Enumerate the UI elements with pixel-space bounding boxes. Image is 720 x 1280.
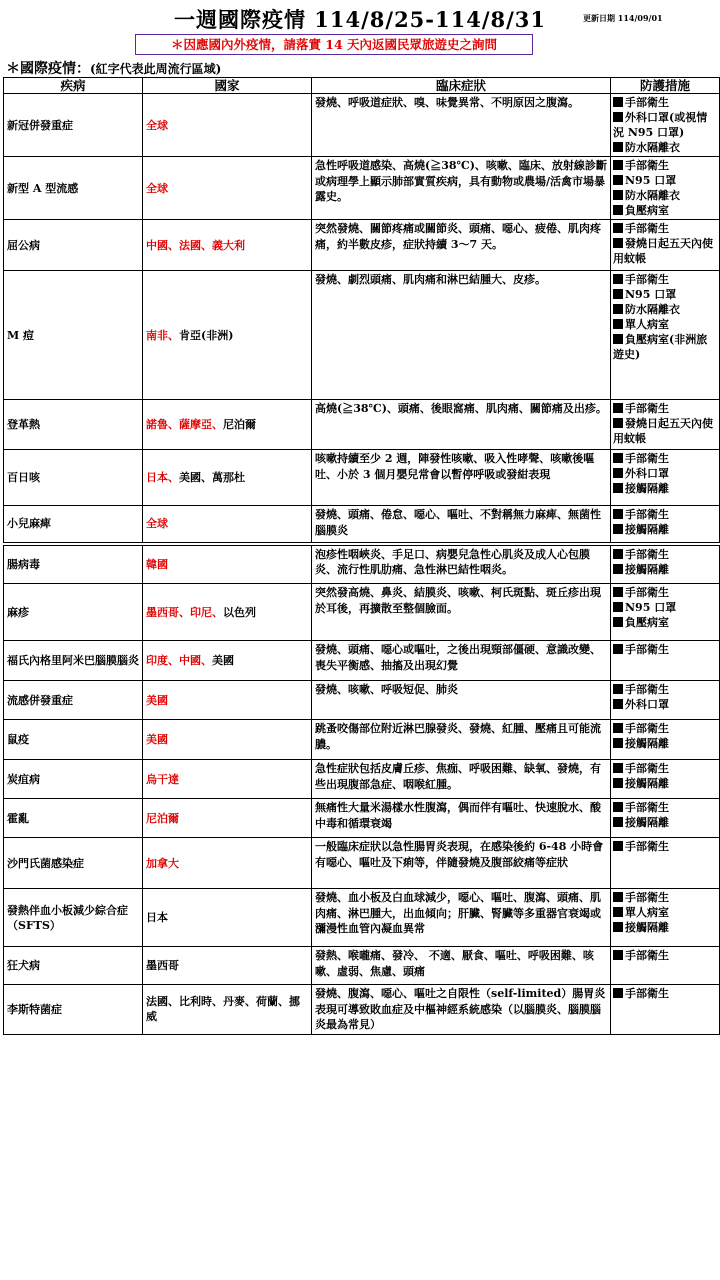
symptoms: 急性症狀包括皮膚丘疹、焦痂、呼吸困難、缺氧、發燒，有些出現腹部急症、咽喉紅腫。 — [312, 760, 611, 799]
square-bullet-icon — [613, 289, 623, 299]
square-bullet-icon — [613, 763, 623, 773]
protection-item — [613, 110, 717, 140]
protection-cell — [611, 985, 720, 1035]
square-bullet-icon — [613, 587, 623, 597]
protection-text: 外科口罩 — [625, 467, 669, 480]
square-bullet-icon — [613, 190, 623, 200]
square-bullet-icon — [613, 334, 623, 344]
country-black: 美國、萬那杜 — [179, 471, 245, 484]
protection-text: 接觸隔離 — [625, 816, 669, 829]
country-cell — [143, 271, 312, 400]
square-bullet-icon — [613, 418, 623, 428]
protection-item — [613, 236, 717, 266]
protection-text: 防水隔離衣 — [625, 141, 680, 154]
protection-text: 負壓病室 — [625, 204, 669, 217]
country-cell — [143, 889, 312, 947]
disease-name: 麻疹 — [4, 584, 143, 641]
symptoms: 突然發高燒、鼻炎、結膜炎、咳嗽、柯氏斑點、斑丘疹出現於耳後，再擴散至整個臉面。 — [312, 584, 611, 641]
country-cell — [143, 799, 312, 838]
travel-history-notice: ＊因應國內外疫情，請落實 14 天內返國民眾旅遊史之詢問 — [135, 34, 533, 55]
protection-item — [613, 203, 717, 218]
protection-text: 接觸隔離 — [625, 482, 669, 495]
square-bullet-icon — [613, 453, 623, 463]
country-red: 美國 — [146, 693, 168, 707]
country-black: 日本 — [146, 911, 168, 924]
table-row — [4, 544, 720, 584]
protection-item — [613, 547, 717, 562]
header-disease: 疾病 — [4, 78, 143, 94]
table-row — [4, 506, 720, 544]
protection-text: 發燒日起五天內使用蚊帳 — [613, 237, 713, 265]
symptoms: 急性呼吸道感染、高燒(≧38℃)、咳嗽、臨床、放射線診斷或病理學上顯示肺部實質疾病，具有動物或農場/活禽市場暴露史。 — [312, 157, 611, 220]
square-bullet-icon — [613, 304, 623, 314]
country-red: 加拿大 — [146, 856, 179, 870]
symptoms: 發燒、血小板及白血球減少，噁心、嘔吐、腹瀉、頭痛、肌肉痛、淋巴腫大，出血傾向；肝臟、腎臟等多重器官衰竭或瀰漫性血管內凝血異常 — [312, 889, 611, 947]
protection-text: 手部衛生 — [625, 891, 669, 904]
table-row — [4, 641, 720, 681]
protection-text: 手部衛生 — [625, 273, 669, 286]
square-bullet-icon — [613, 841, 623, 851]
protection-cell — [611, 584, 720, 641]
protection-text: 手部衛生 — [625, 683, 669, 696]
protection-text: N95 口罩 — [625, 601, 677, 614]
symptoms: 發燒、咳嗽、呼吸短促、肺炎 — [312, 681, 611, 720]
square-bullet-icon — [613, 319, 623, 329]
protection-text: 負壓病室 — [625, 616, 669, 629]
square-bullet-icon — [613, 223, 623, 233]
table-body — [4, 94, 720, 1035]
table-row — [4, 400, 720, 450]
protection-item — [613, 642, 717, 657]
country-red: 墨西哥、印尼、 — [146, 605, 223, 619]
protection-cell — [611, 641, 720, 681]
protection-item — [613, 466, 717, 481]
protection-cell — [611, 720, 720, 760]
square-bullet-icon — [613, 238, 623, 248]
protection-item — [613, 721, 717, 736]
country-black: 法國、比利時、丹麥、荷蘭、挪威 — [146, 995, 300, 1024]
protection-item — [613, 188, 717, 203]
protection-text: 手部衛生 — [625, 586, 669, 599]
protection-text: 手部衛生 — [625, 987, 669, 1000]
square-bullet-icon — [613, 205, 623, 215]
country-cell — [143, 506, 312, 544]
square-bullet-icon — [613, 602, 623, 612]
protection-item — [613, 697, 717, 712]
disease-name: 百日咳 — [4, 450, 143, 506]
protection-cell — [611, 799, 720, 838]
protection-item — [613, 507, 717, 522]
protection-text: 手部衛生 — [625, 840, 669, 853]
protection-item — [613, 95, 717, 110]
protection-item — [613, 986, 717, 1001]
country-cell — [143, 94, 312, 157]
country-red: 全球 — [146, 181, 168, 195]
protection-text: 外科口罩 — [625, 698, 669, 711]
symptoms: 泡疹性咽峽炎、手足口、病嬰兒急性心肌炎及成人心包膜炎、流行性肌肋痛、急性淋巴結性咽炎。 — [312, 544, 611, 584]
disease-name: 發熱伴血小板減少綜合症（SFTS） — [4, 889, 143, 947]
table-header-row — [4, 78, 720, 94]
protection-item — [613, 416, 717, 446]
disease-name: M 痘 — [4, 271, 143, 400]
protection-text: 防水隔離衣 — [625, 189, 680, 202]
country-cell — [143, 584, 312, 641]
protection-item — [613, 173, 717, 188]
protection-cell — [611, 681, 720, 720]
protection-text: 接觸隔離 — [625, 523, 669, 536]
protection-text: 手部衛生 — [625, 801, 669, 814]
table-row — [4, 838, 720, 889]
protection-text: 負壓病室(非洲旅遊史) — [613, 333, 708, 361]
protection-text: 發燒日起五天內使用蚊帳 — [613, 417, 713, 445]
protection-item — [613, 776, 717, 791]
country-red: 日本、 — [146, 471, 179, 484]
protection-cell — [611, 947, 720, 985]
protection-text: 手部衛生 — [625, 96, 669, 109]
protection-text: 手部衛生 — [625, 508, 669, 521]
protection-text: 手部衛生 — [625, 762, 669, 775]
square-bullet-icon — [613, 524, 623, 534]
page-title: 一週國際疫情 114/8/25-114/8/31 — [173, 7, 547, 32]
symptoms: 跳蚤咬傷部位附近淋巴腺發炎、發燒、紅腫、壓痛且可能流膿。 — [312, 720, 611, 760]
protection-text: 手部衛生 — [625, 159, 669, 172]
country-cell — [143, 400, 312, 450]
protection-text: N95 口罩 — [625, 174, 677, 187]
protection-text: 手部衛生 — [625, 547, 669, 561]
protection-item — [613, 615, 717, 630]
table-row — [4, 681, 720, 720]
protection-cell — [611, 94, 720, 157]
disease-name: 李斯特菌症 — [4, 985, 143, 1035]
table-row — [4, 271, 720, 400]
country-red: 美國 — [146, 733, 168, 746]
square-bullet-icon — [613, 274, 623, 284]
table-row — [4, 889, 720, 947]
square-bullet-icon — [613, 738, 623, 748]
protection-text: 手部衛生 — [625, 452, 669, 465]
disease-name: 鼠疫 — [4, 720, 143, 760]
protection-item — [613, 905, 717, 920]
protection-cell — [611, 271, 720, 400]
disease-name: 新型 A 型流感 — [4, 157, 143, 220]
protection-item — [613, 451, 717, 466]
protection-item — [613, 562, 717, 577]
country-cell — [143, 720, 312, 760]
update-date: 更新日期 114/09/01 — [583, 13, 663, 23]
square-bullet-icon — [613, 684, 623, 694]
section-note: (紅字代表此周流行區域) — [90, 62, 222, 76]
protection-item — [613, 585, 717, 600]
protection-cell — [611, 450, 720, 506]
square-bullet-icon — [613, 142, 623, 152]
protection-cell — [611, 760, 720, 799]
protection-item — [613, 890, 717, 905]
disease-name: 霍亂 — [4, 799, 143, 838]
header-protection: 防護措施 — [611, 78, 720, 94]
country-black: 美國 — [212, 654, 234, 667]
table-row — [4, 760, 720, 799]
country-cell — [143, 641, 312, 681]
protection-text: N95 口罩 — [625, 288, 677, 301]
protection-item — [613, 332, 717, 362]
header-symptoms: 臨床症狀 — [312, 78, 611, 94]
protection-item — [613, 140, 717, 155]
table-row — [4, 947, 720, 985]
protection-item — [613, 761, 717, 776]
symptoms: 發熱、喉嚨痛、發冷、 不適、厭食、嘔吐、呼吸困難、咳嗽、虛弱、焦慮、頭痛 — [312, 947, 611, 985]
square-bullet-icon — [613, 802, 623, 812]
protection-item — [613, 839, 717, 854]
square-bullet-icon — [613, 922, 623, 932]
protection-cell — [611, 544, 720, 584]
table-row — [4, 94, 720, 157]
symptoms: 咳嗽持續至少 2 週，陣發性咳嗽、吸入性哮聲、咳嗽後嘔吐、小於 3 個月嬰兒常會以暫停呼吸或發紺表現 — [312, 450, 611, 506]
table-row — [4, 450, 720, 506]
protection-item — [613, 221, 717, 236]
disease-name: 登革熱 — [4, 400, 143, 450]
square-bullet-icon — [613, 468, 623, 478]
country-red: 韓國 — [146, 557, 168, 571]
symptoms: 無痛性大量米湯樣水性腹瀉，偶而伴有嘔吐、快速脫水、酸中毒和循環衰竭 — [312, 799, 611, 838]
country-black: 墨西哥 — [146, 959, 179, 972]
country-red: 印度、中國、 — [146, 654, 212, 667]
protection-text: 手部衛生 — [625, 402, 669, 415]
square-bullet-icon — [613, 817, 623, 827]
protection-cell — [611, 506, 720, 544]
country-cell — [143, 681, 312, 720]
protection-cell — [611, 400, 720, 450]
epidemic-table — [3, 77, 720, 1035]
square-bullet-icon — [613, 564, 623, 574]
square-bullet-icon — [613, 988, 623, 998]
country-cell — [143, 450, 312, 506]
square-bullet-icon — [613, 778, 623, 788]
country-red: 烏干達 — [146, 772, 179, 786]
table-row — [4, 985, 720, 1035]
protection-text: 接觸隔離 — [625, 737, 669, 750]
square-bullet-icon — [613, 892, 623, 902]
symptoms: 發燒、腹瀉、噁心、嘔吐之自限性（self-limited）腸胃炎表現可導致敗血症及中樞神經系統感染（以腦膜炎、腦膜腦炎最為常見） — [312, 985, 611, 1035]
disease-name: 屈公病 — [4, 220, 143, 271]
table-row — [4, 157, 720, 220]
square-bullet-icon — [613, 549, 623, 559]
protection-item — [613, 317, 717, 332]
protection-text: 單人病室 — [625, 906, 669, 919]
country-cell — [143, 544, 312, 584]
section-title — [6, 58, 221, 78]
protection-text: 手部衛生 — [625, 949, 669, 962]
protection-text: 接觸隔離 — [625, 921, 669, 934]
symptoms: 突然發燒、關節疼痛或關節炎、頭痛、噁心、疲倦、肌肉疼痛，約半數皮疹，症狀持續 3～7 天。 — [312, 220, 611, 271]
country-red: 諾魯、薩摩亞、 — [146, 418, 223, 431]
disease-name: 新冠併發重症 — [4, 94, 143, 157]
country-black: 以色列 — [223, 605, 256, 619]
protection-cell — [611, 220, 720, 271]
symptoms: 發燒、呼吸道症狀、嗅、味覺異常、不明原因之腹瀉。 — [312, 94, 611, 157]
symptoms: 發燒、頭痛、噁心或嘔吐，之後出現頸部僵硬、意識改變、喪失平衡感、抽搐及出現幻覺 — [312, 641, 611, 681]
square-bullet-icon — [613, 617, 623, 627]
protection-item — [613, 948, 717, 963]
symptoms: 發燒、頭痛、倦怠、噁心、嘔吐、不對稱無力麻痺、無菌性腦膜炎 — [312, 506, 611, 544]
protection-text: 手部衛生 — [625, 222, 669, 235]
protection-text: 手部衛生 — [625, 722, 669, 735]
disease-name: 腸病毒 — [4, 544, 143, 584]
disease-name: 沙門氏菌感染症 — [4, 838, 143, 889]
country-red: 全球 — [146, 517, 168, 531]
protection-item — [613, 736, 717, 751]
protection-item — [613, 401, 717, 416]
table-row — [4, 720, 720, 760]
country-red: 全球 — [146, 118, 168, 132]
disease-name: 小兒麻痺 — [4, 506, 143, 544]
protection-text: 防水隔離衣 — [625, 303, 680, 316]
protection-item — [613, 287, 717, 302]
protection-text: 外科口罩(或視情況 N95 口罩) — [613, 111, 708, 139]
square-bullet-icon — [613, 723, 623, 733]
disease-name: 狂犬病 — [4, 947, 143, 985]
square-bullet-icon — [613, 403, 623, 413]
square-bullet-icon — [613, 950, 623, 960]
country-red: 中國、法國、義大利 — [146, 238, 245, 252]
country-black: 肯亞(非洲) — [179, 328, 234, 342]
section-title-text: ＊國際疫情： — [6, 61, 90, 77]
protection-item — [613, 800, 717, 815]
disease-name: 炭疽病 — [4, 760, 143, 799]
protection-cell — [611, 889, 720, 947]
symptoms: 一般臨床症狀以急性腸胃炎表現，在感染後約 6-48 小時會有噁心、嘔吐及下痢等，伴隨發燒及腹部絞痛等症狀 — [312, 838, 611, 889]
disease-name: 流感併發重症 — [4, 681, 143, 720]
protection-item — [613, 920, 717, 935]
square-bullet-icon — [613, 175, 623, 185]
square-bullet-icon — [613, 97, 623, 107]
protection-item — [613, 815, 717, 830]
protection-item — [613, 158, 717, 173]
country-red: 南非、 — [146, 328, 179, 342]
country-cell — [143, 985, 312, 1035]
disease-name: 福氏內格里阿米巴腦膜腦炎 — [4, 641, 143, 681]
header-country: 國家 — [143, 78, 312, 94]
country-cell — [143, 220, 312, 271]
protection-text: 手部衛生 — [625, 643, 669, 656]
country-red: 尼泊爾 — [146, 811, 179, 825]
protection-cell — [611, 157, 720, 220]
square-bullet-icon — [613, 483, 623, 493]
country-black: 尼泊爾 — [223, 418, 256, 431]
protection-text: 接觸隔離 — [625, 777, 669, 790]
square-bullet-icon — [613, 160, 623, 170]
country-cell — [143, 838, 312, 889]
table-row — [4, 799, 720, 838]
country-cell — [143, 760, 312, 799]
protection-item — [613, 682, 717, 697]
protection-item — [613, 272, 717, 287]
square-bullet-icon — [613, 907, 623, 917]
square-bullet-icon — [613, 509, 623, 519]
protection-text: 接觸隔離 — [625, 562, 669, 576]
table-row — [4, 220, 720, 271]
symptoms: 高燒(≧38℃)、頭痛、後眼窩痛、肌肉痛、關節痛及出疹。 — [312, 400, 611, 450]
protection-text: 單人病室 — [625, 318, 669, 331]
square-bullet-icon — [613, 644, 623, 654]
protection-item — [613, 600, 717, 615]
table-row — [4, 584, 720, 641]
square-bullet-icon — [613, 112, 623, 122]
protection-item — [613, 522, 717, 537]
country-cell — [143, 157, 312, 220]
symptoms: 發燒、劇烈頭痛、肌肉痛和淋巴結腫大、皮疹。 — [312, 271, 611, 400]
protection-item — [613, 481, 717, 496]
protection-cell — [611, 838, 720, 889]
protection-item — [613, 302, 717, 317]
country-cell — [143, 947, 312, 985]
square-bullet-icon — [613, 699, 623, 709]
